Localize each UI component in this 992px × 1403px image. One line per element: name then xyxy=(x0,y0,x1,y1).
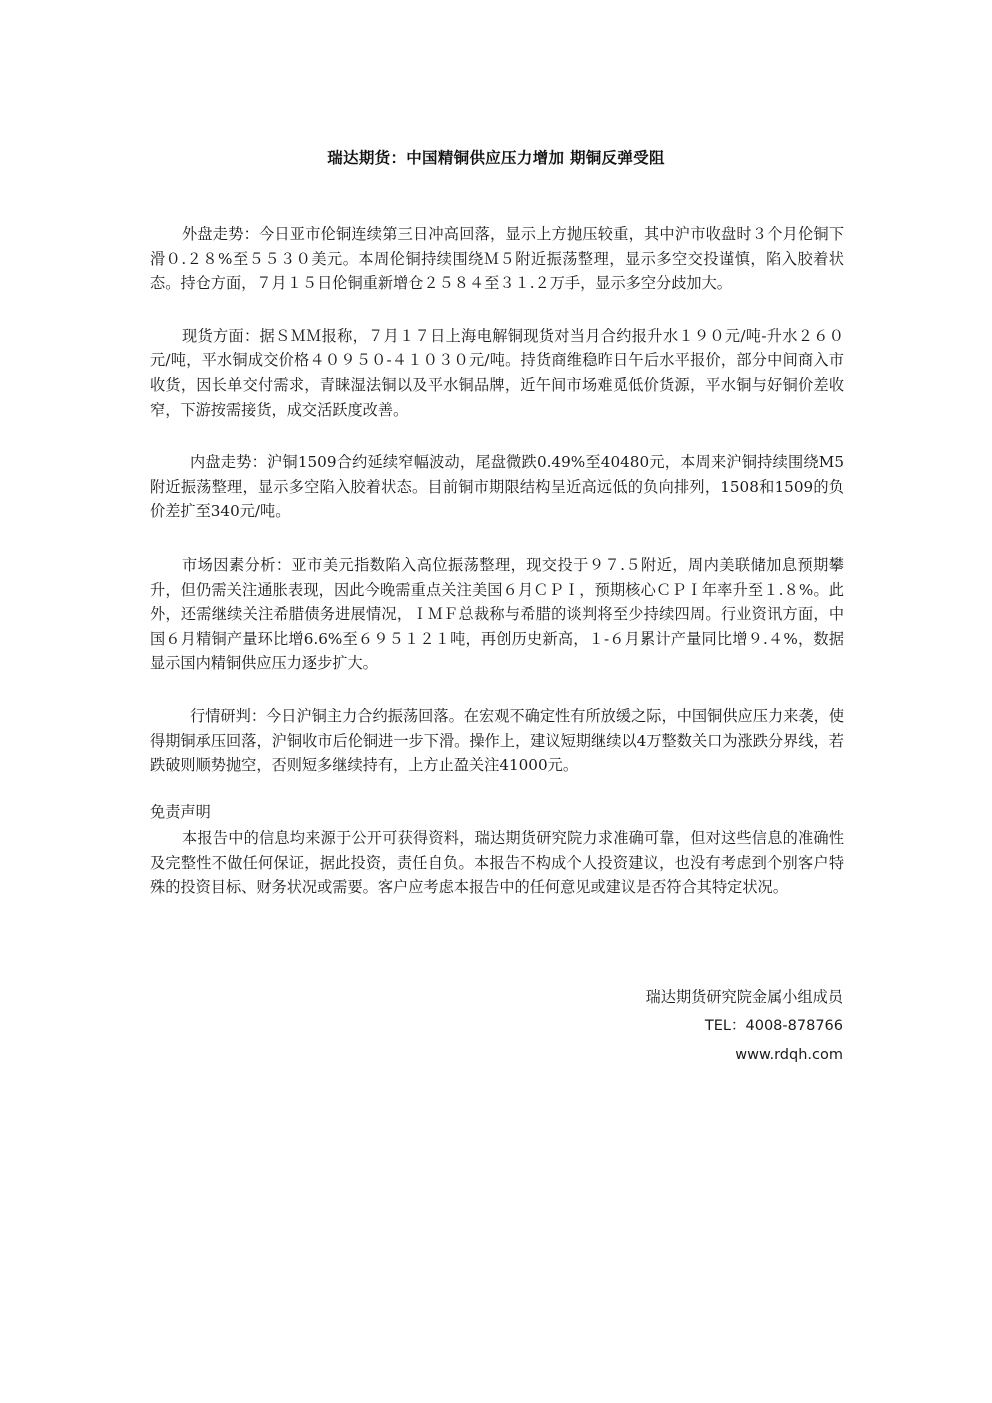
disclaimer-text: 本报告中的信息均来源于公开可获得资料，瑞达期货研究院力求准确可靠，但对这些信息的准确性及完整性不做任何保证，据此投资，责任自负。本报告不构成个人投资建议，也没有考虑到个别客户特殊的投资目标、财务状况或需要。客户应考虑本报告中的任何意见或建议是否符合其特定状况。 xyxy=(150,829,844,897)
paragraph-market-factors: 市场因素分析：亚市美元指数陷入高位振荡整理，现交投于９７.５附近，周内美联储加息预期攀升，但仍需关注通胀表现，因此今晚需重点关注美国６月ＣＰＩ，预期核心ＣＰＩ年率升至１.８%。此外，还需继续关注希腊债务进展情况，ＩＭＦ总裁称与希腊的谈判将至少持续四周。行业资讯方面，中国６月精铜产量环比增6.6%至６９５１２１吨，再创历史新高，１-６月累计产量同比增９.４%，数据显示国内精铜供应压力逐步扩大。 xyxy=(150,555,844,673)
paragraph-market-outlook: 行情研判：今日沪铜主力合约振荡回落。在宏观不确定性有所放缓之际，中国铜供应压力来袭，使得期铜承压回落，沪铜收市后伦铜进一步下滑。操作上，建议短期继续以4万整数关口为涨跌分界线，若跌破则顺势抛空，否则短多继续持有，上方止盈关注41000元。 xyxy=(150,706,844,775)
signature-tel: TEL：4008-878766 xyxy=(704,1018,843,1034)
disclaimer-section xyxy=(150,800,844,900)
paragraph-external-market: 外盘走势：今日亚市伦铜连续第三日冲高回落，显示上方抛压较重，其中沪市收盘时３个月伦铜下滑０.２８%至５５３０美元。本周伦铜持续围绕Ｍ５附近振荡整理，显示多空交投谨慎，陷入胶着状态。持仓方面，７月１５日伦铜重新增仓２５８４至３１.２万手，显示多空分歧加大。 xyxy=(150,225,844,293)
paragraph-domestic-market: 内盘走势：沪铜1509合约延续窄幅波动，尾盘微跌0.49%至40480元，本周来沪铜持续围绕M5附近振荡整理，显示多空陷入胶着状态。目前铜市期限结构呈近高远低的负向排列，1508和1509的负价差扩至340元/吨。 xyxy=(150,453,844,521)
paragraph-spot-market: 现货方面：据ＳＭＭ报称，７月１７日上海电解铜现货对当月合约报升水１９０元/吨-升水２６０元/吨，平水铜成交价格４０９５０-４１０３０元/吨。持货商维稳昨日午后水平报价，部分中间商入市收货，因长单交付需求，青睐湿法铜以及平水铜品牌，近午间市场难觅低价货源，平水铜与好铜价差收窄，下游按需接货，成交活跃度改善。 xyxy=(150,326,844,419)
signature-author: 瑞达期货研究院金属小组成员 xyxy=(645,988,843,1006)
signature-website: www.rdqh.com xyxy=(735,1047,843,1063)
document-body xyxy=(150,222,844,900)
disclaimer-heading: 免责声明 xyxy=(150,802,211,821)
signature-block xyxy=(646,983,843,1070)
document-title: 瑞达期货：中国精铜供应压力增加 期铜反弹受阻 xyxy=(327,149,665,167)
